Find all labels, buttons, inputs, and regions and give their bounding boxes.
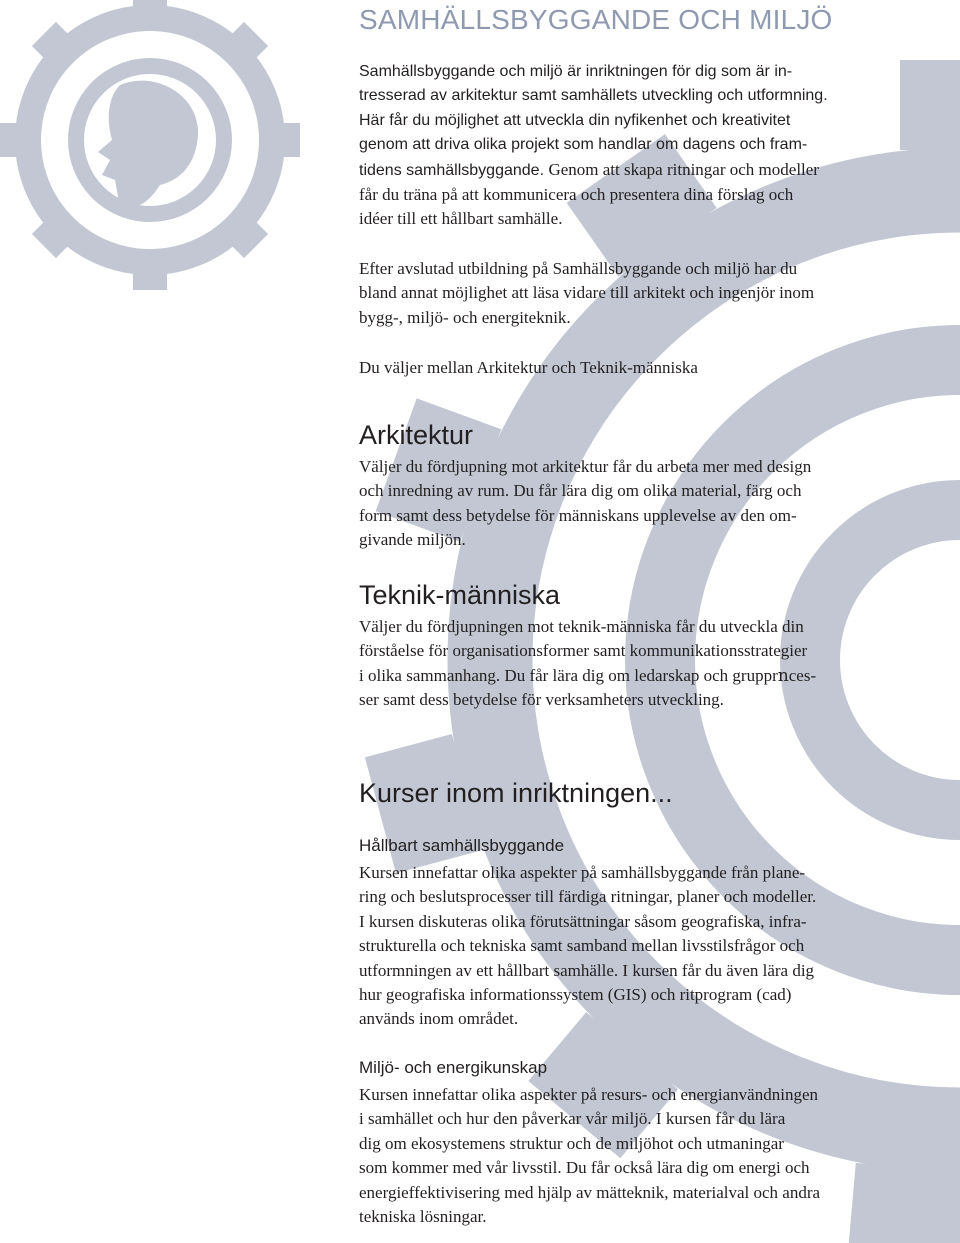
body-line: som kommer med vår livsstil. Du får också lära dig om energi och bbox=[359, 1158, 810, 1178]
choice-text: Du väljer mellan Arkitektur och Teknik-människa bbox=[359, 358, 698, 377]
course-title: Hållbart samhällsbyggande bbox=[359, 836, 565, 855]
body-line: och inredning av rum. Du får lära dig om olika material, färg och bbox=[359, 481, 802, 501]
body-line: Kursen innefattar olika aspekter på samhällsbyggande från plane- bbox=[359, 863, 806, 882]
body-line: I kursen diskuteras olika förutsättningar såsom geografiska, infra- bbox=[359, 911, 807, 931]
arkitektur-heading: Arkitektur bbox=[359, 420, 474, 450]
intro-paragraph bbox=[359, 60, 828, 183]
body-line: bygg-, miljö- och energiteknik. bbox=[359, 307, 571, 327]
intro-line: tidens samhällsbyggande. bbox=[359, 161, 545, 179]
body-line: i olika sammanhang. Du får lära dig om ledarskap och grupprոces- bbox=[359, 665, 817, 685]
page-title: SAMHÄLLSBYGGANDE OCH MILJÖ bbox=[359, 4, 833, 35]
body-line: används inom området. bbox=[359, 1009, 519, 1029]
body-line: Kursen innefattar olika aspekter på resurs- och energianvändningen bbox=[359, 1085, 818, 1104]
body-line: Väljer du fördjupning mot arkitektur får du arbeta mer med design bbox=[359, 457, 812, 476]
body-line: ring och beslutsprocesser till färdiga ritningar, planer och modeller. bbox=[359, 887, 817, 907]
intro-paragraph-continued bbox=[359, 183, 793, 232]
body-line: ser samt dess betydelse för verksamheters utveckling. bbox=[359, 690, 724, 710]
body-line: tekniska lösningar. bbox=[359, 1207, 487, 1227]
body-line: i samhället och hur den påverkar vår miljö. I kursen får du lära bbox=[359, 1109, 786, 1129]
kurser-heading: Kurser inom inriktningen... bbox=[359, 778, 673, 808]
body-line: Väljer du fördjupningen mot teknik-människa får du utveckla din bbox=[359, 617, 804, 636]
arkitektur-paragraph bbox=[359, 455, 811, 553]
intro-line: tresserad av arkitektur samt samhällets utveckling och utformning. bbox=[359, 87, 828, 105]
course-title: Miljö- och energikunskap bbox=[359, 1058, 548, 1077]
intro-line: Samhällsbyggande och miljö är inriktningen för dig som är in- bbox=[359, 63, 793, 80]
teknik-paragraph bbox=[359, 615, 816, 713]
body-line: form samt dess betydelse för människans upplevelse av den om- bbox=[359, 505, 797, 525]
course-description bbox=[359, 861, 816, 1032]
course-description bbox=[359, 1083, 820, 1229]
body-line: energieffektivisering med hjälp av mätteknik, materialval och andra bbox=[359, 1182, 821, 1202]
body-line: dig om ekosystemens struktur och de miljöhot och utmaningar bbox=[359, 1133, 784, 1153]
intro-line: Här får du möjlighet att utveckla din nyfikenhet och kreativitet bbox=[359, 111, 791, 129]
education-paragraph bbox=[359, 257, 814, 330]
body-line: idéer till ett hållbart samhälle. bbox=[359, 209, 563, 229]
teknik-heading: Teknik-människa bbox=[359, 580, 561, 610]
body-line: förståelse för organisationsformer samt kommunikationsstrategier bbox=[359, 641, 808, 661]
intro-tail: Genom att skapa ritningar och modeller bbox=[548, 159, 819, 179]
body-line: hur geografiska informationssystem (GIS) och ritprogram (cad) bbox=[359, 985, 792, 1005]
body-line: Efter avslutad utbildning på Samhällsbyggande och miljö har du bbox=[359, 259, 798, 278]
body-line: strukturella och tekniska samt samband mellan livsstilsfrågor och bbox=[359, 936, 805, 956]
body-line: får du träna på att kommunicera och presentera dina förslag och bbox=[359, 185, 794, 204]
body-line: utformningen av ett hållbart samhälle. I kursen får du även lära dig bbox=[359, 960, 815, 980]
body-line: givande miljön. bbox=[359, 530, 466, 550]
body-line: bland annat möjlighet att läsa vidare till arkitekt och ingenjör inom bbox=[359, 283, 815, 303]
choice-line bbox=[359, 356, 698, 380]
intro-line: genom att driva olika projekt som handlar om dagens och fram- bbox=[359, 136, 808, 154]
